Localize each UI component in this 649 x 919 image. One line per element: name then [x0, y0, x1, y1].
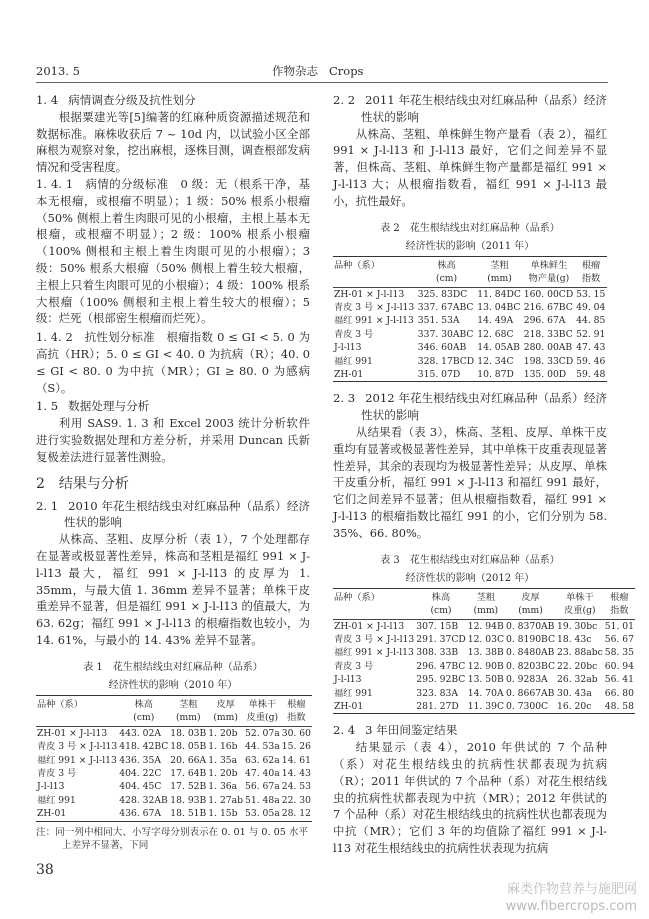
table-1-block: [36, 659, 310, 853]
table-cell: 296. 67A: [523, 315, 566, 327]
table-cell: 22. 30: [281, 794, 311, 806]
table-row: [333, 700, 635, 714]
table-cell: 18. 05B: [170, 741, 207, 753]
table-cell: 59. 46: [576, 355, 606, 367]
table-cell: 1. 20b: [208, 767, 238, 779]
table-row: [333, 619, 635, 633]
table-cell: 307. 15B: [416, 620, 459, 632]
table-cell: 20. 66A: [170, 754, 207, 766]
table-cell: 44. 53a: [245, 741, 280, 753]
table-caption: 经济性状的影响（2012 年）: [405, 572, 535, 584]
table-cell: 66. 80: [604, 687, 634, 699]
table-cell: 0. 8480AB: [505, 647, 555, 659]
page-number: 38: [36, 861, 54, 878]
table-cell: 14. 49A: [477, 315, 514, 327]
journal-name-en: Crops: [328, 64, 364, 78]
table-cell: 291. 37CD: [416, 634, 466, 645]
table-cell: 12. 94B: [467, 620, 504, 632]
table-cell: ZH-01: [37, 808, 67, 820]
header-rule: [36, 82, 608, 83]
table-cell: 48. 58: [604, 701, 634, 713]
table-cell: 216. 67BC: [523, 301, 573, 313]
issue-label: 2013. 5: [36, 64, 80, 78]
table-cell: 14. 43: [281, 767, 311, 779]
table-cell: 12. 34C: [477, 355, 514, 367]
table-row: [333, 301, 607, 314]
table-cell: 14. 70A: [467, 687, 504, 699]
table-cell: 280. 00AB: [523, 342, 573, 354]
table-cell: 12. 03C: [467, 634, 504, 645]
table-cell: 18. 03B: [170, 727, 207, 739]
table-cell: 135. 00D: [523, 369, 567, 381]
table-caption: 表 3 花生根结线虫对红麻品种（品系）: [380, 554, 560, 566]
paragraph-1-5: 利用 SAS9. 1. 3 和 Excel 2003 统计分析软件进行实验数据处理和方差分析，并采用 Duncan 氏新复极差法进行显著性测验。: [36, 416, 310, 464]
heading-1-4: 1. 4 病情调查分级及抗性划分: [36, 93, 196, 107]
table-row: [333, 633, 635, 646]
column-header: 根瘤 指数: [281, 695, 312, 726]
table-cell: J-l-l13: [334, 342, 362, 354]
watermark: [333, 881, 637, 915]
column-header: 品种（系）: [333, 256, 417, 287]
table-cell: 17. 64B: [170, 767, 207, 779]
table-cell: 17. 52B: [170, 781, 207, 793]
table-cell: 18. 93B: [170, 794, 207, 806]
paragraph-1-4-2: 1. 4. 2 抗性划分标准 根瘤指数 0 ≤ GI < 5. 0 为高抗（HR）；5. 0 ≤ GI < 40. 0 为抗病（R）；40. 0 ≤ GI < 80. 0 为中抗（MR）；GI ≥ 80. 0 为感病（S）。: [36, 330, 310, 395]
table-cell: 53. 15: [576, 288, 606, 300]
table-cell: 22. 20bc: [557, 660, 598, 672]
table-row: [36, 740, 312, 753]
table-cell: 18. 51B: [170, 808, 207, 820]
watermark-line: www.fibercrops.com: [505, 898, 637, 914]
heading-2-1: 2. 1 2010 年花生根结线虫对红麻品种（品系）经济性状的影响: [36, 498, 311, 530]
table-cell: 福红 991: [334, 687, 373, 699]
table-cell: 58. 35: [604, 647, 634, 659]
table-cell: 47. 43: [576, 342, 606, 354]
table-cell: 23. 88abc: [557, 647, 603, 659]
table-row: [333, 368, 607, 382]
table-cell: 15. 26: [281, 741, 311, 753]
table-row: [36, 807, 312, 821]
table-cell: 13. 38B: [467, 647, 504, 659]
table-cell: 14. 61: [281, 754, 311, 766]
table-cell: 1. 16b: [208, 741, 238, 753]
table-cell: 青皮 3 号 × J-l-l13: [37, 741, 118, 753]
table-row: [333, 660, 635, 673]
table-cell: 308. 33B: [416, 647, 459, 659]
table-cell: 0. 9283A: [505, 674, 548, 686]
heading-2-2: 2. 2 2011 年花生根结线虫对红麻品种（品系）经济性状的影响: [333, 93, 608, 124]
table-cell: 337. 30ABC: [417, 328, 474, 340]
left-column: [36, 92, 310, 879]
table-cell: ZH-01 × J-l-l13: [334, 288, 405, 300]
table-cell: 63. 62a: [245, 754, 280, 766]
table-2: [333, 256, 607, 383]
watermark-line: 麻类作物营养与施肥网: [506, 881, 637, 897]
table-cell: 青皮 3 号: [334, 660, 374, 672]
column-header: 皮厚 (mm): [207, 695, 244, 726]
table-cell: 30. 43a: [557, 687, 592, 699]
table-cell: 47. 40a: [245, 767, 280, 779]
column-header: 品种（系）: [36, 695, 118, 726]
table-cell: 福红 991 × J-l-l13: [37, 754, 117, 766]
paragraph-2-4: 结果显示（表 4），2010 年供试的 7 个品种（系）对花生根结线虫的抗病性状都表现为抗病（R）；2011 年供试的 7 个品种（系）对花生根结线虫的抗病性状都表现为中抗（MR）；2012 年供试的 7 个品种（系）对花生根结线虫的抗病性状也都表现为中抗（MR）；它们 3 年的均值除了福红 991 × J-l-l13 对花生根结线虫的抗病性状表现为抗病: [333, 740, 607, 856]
table-cell: 52. 07a: [245, 727, 280, 739]
table-cell: 12. 90B: [467, 660, 504, 672]
column-header: 茎粗 (mm): [476, 256, 522, 287]
table-cell: 52. 91: [576, 328, 606, 340]
column-header: 株高 (cm): [417, 256, 476, 287]
table-cell: 436. 67A: [119, 808, 161, 820]
column-header: 茎粗 (mm): [467, 588, 505, 619]
table-cell: 0. 7300C: [505, 701, 549, 713]
table-cell: 44. 85: [576, 315, 606, 327]
column-header: 根瘤 指数: [575, 256, 607, 287]
table-cell: 60. 94: [604, 660, 634, 672]
column-header: 株高 (cm): [415, 588, 466, 619]
table-cell: 59. 48: [576, 369, 606, 381]
table-cell: 428. 32AB: [119, 794, 168, 806]
paragraph-1-4: 根据粟建光等[5]编著的红麻种质资源描述规范和数据标准。麻株收获后 7 ~ 10d 内，以试验小区全部麻根为观察对象，挖出麻根，逐株目测，调查根部发病情况和受害程度。: [36, 109, 310, 175]
heading-2-4: 2. 4 3 年田间鉴定结果: [333, 723, 458, 738]
paragraph-2-3: 从结果看（表 3），株高、茎粗、皮厚、单株干皮重均有显著或极显著性差异，其中单株干皮重表现显著性差异，其余的表现均为极显著性差异；从皮厚、单株干皮重分析，福红 991 × J-l-l13 和福红 991 最好，它们之间差异不显著；但从根瘤指数看，福红 991 × J-l-l13 的根瘤指数比福红 991 的小，它们分别为 58. 35%、66. 80%。: [333, 425, 607, 540]
table-cell: 56. 67: [604, 634, 634, 645]
table-cell: 404. 22C: [119, 767, 162, 779]
table-row: [36, 780, 312, 793]
column-header: 皮厚 (mm): [505, 588, 556, 619]
table-cell: J-l-l13: [334, 674, 362, 686]
table-cell: ZH-01 × J-l-l13: [334, 620, 405, 632]
table-cell: 436. 35A: [119, 754, 161, 766]
right-column: [333, 92, 637, 915]
table-cell: 青皮 3 号: [37, 767, 77, 779]
table-row: [333, 341, 607, 354]
column-header: 根瘤 指数: [604, 588, 635, 619]
table-cell: 337. 67ABC: [417, 301, 474, 313]
table-row: [333, 355, 607, 368]
table-row: [36, 754, 312, 767]
table-cell: 19. 30bc: [557, 620, 598, 632]
table-row: [333, 673, 635, 686]
table-row: [36, 767, 312, 780]
table-cell: 13. 50B: [467, 674, 504, 686]
table-cell: 11. 84DC: [477, 288, 521, 300]
table-row: [333, 646, 635, 659]
paragraph-1-4-1: 1. 4. 1 病情的分级标准 0 级：无（根系干净，基本无根瘤，或根瘤不明显）；1 级：50% 根系小根瘤（50% 侧根上着生肉眼可见的小根瘤，主根上基本无根瘤，或根瘤不明显）；2 级：100% 根系小根瘤（100% 侧根和主根上着生肉眼可见的小根瘤）；3 级：50% 根系大根瘤（50% 侧根上着生较大根瘤，主根上只着生肉眼可见的小根瘤）；4 级：100% 根系大根瘤（100% 侧根和主根上着生较大的根瘤）；5 级：烂死（根部密生根瘤而烂死）。: [36, 176, 310, 326]
table-cell: 0. 8203BC: [505, 660, 556, 672]
column-header: 茎粗 (mm): [169, 695, 207, 726]
table-caption: 表 2 花生根结线虫对红麻品种（品系）: [380, 222, 560, 234]
table-3-block: [333, 552, 634, 715]
table-cell: 24. 53: [281, 781, 311, 793]
table-cell: 218. 33BC: [523, 328, 573, 340]
table-cell: 56. 67a: [245, 781, 280, 793]
table-cell: 1. 15b: [208, 808, 238, 820]
table-cell: 1. 20b: [208, 727, 238, 739]
table-cell: 12. 68C: [477, 328, 514, 340]
table-row: [333, 328, 607, 341]
table-cell: 53. 05a: [245, 808, 280, 820]
table-cell: 198. 33CD: [523, 355, 574, 367]
table-cell: 443. 02A: [119, 727, 161, 739]
table-cell: 56. 41: [604, 674, 634, 686]
table-cell: ZH-01: [334, 369, 364, 381]
table-cell: 0. 8190BC: [505, 634, 556, 645]
table-cell: 1. 35a: [208, 754, 238, 766]
table-cell: 福红 991 × J-l-l13: [334, 647, 414, 659]
table-cell: 福红 991: [334, 355, 373, 367]
table-header-row: [333, 256, 607, 287]
table-cell: 296. 47BC: [416, 660, 466, 672]
table-cell: 1. 36a: [208, 781, 238, 793]
table-2-block: [333, 220, 607, 383]
table-cell: 18. 43c: [557, 634, 592, 645]
table-caption: 经济性状的影响（2010 年）: [108, 679, 238, 691]
heading-2: 2 结果与分析: [36, 475, 129, 492]
table-cell: 1. 27ab: [208, 794, 244, 806]
table-cell: 160. 00CD: [523, 288, 574, 300]
table-cell: 青皮 3 号 × J-l-l13: [334, 634, 415, 645]
column-header: 单株干 皮重(g): [244, 695, 281, 726]
table-cell: 418. 42BC: [119, 741, 169, 753]
table-cell: 295. 92BC: [416, 674, 466, 686]
table-cell: 328. 17BCD: [417, 355, 475, 367]
table-cell: 351. 53A: [417, 315, 460, 327]
table-row: [333, 287, 607, 301]
column-header: 品种（系）: [333, 588, 415, 619]
table-cell: 13. 04BC: [477, 301, 521, 313]
table-cell: 281. 27D: [416, 701, 459, 713]
table-1: [36, 695, 312, 822]
heading-1-5: 1. 5 数据处理与分析: [36, 399, 150, 414]
table-row: [36, 726, 312, 740]
table-cell: ZH-01: [334, 701, 364, 713]
table-cell: 福红 991: [37, 794, 76, 806]
table-cell: 30. 60: [281, 727, 311, 739]
heading-2-3: 2. 3 2012 年花生根结线虫对红麻品种（品系）经济性状的影响: [333, 391, 608, 423]
table-caption: 表 1 花生根结线虫对红麻品种（品系）: [83, 661, 263, 673]
journal-title: [272, 64, 363, 78]
column-header: 单株干 皮重(g): [556, 588, 604, 619]
table-cell: 青皮 3 号 × J-l-l13: [334, 301, 415, 313]
table-cell: 51. 48a: [245, 794, 280, 806]
table-cell: 323. 83A: [416, 687, 458, 699]
table-cell: 0. 8370AB: [505, 620, 555, 632]
table-cell: 325. 83DC: [417, 288, 468, 300]
table-cell: 404. 45C: [119, 781, 162, 793]
table-cell: 49. 04: [576, 301, 606, 313]
table-cell: 16. 20c: [557, 701, 592, 713]
table-cell: 11. 39C: [467, 701, 504, 713]
journal-name: 作物杂志: [272, 64, 318, 78]
table-cell: 346. 60AB: [417, 342, 467, 354]
table-row: [36, 794, 312, 807]
table-cell: 福红 991 × J-l-l13: [334, 315, 414, 327]
table-cell: 0. 8667AB: [505, 687, 555, 699]
column-header: 株高 (cm): [118, 695, 169, 726]
table-cell: 51. 01: [604, 620, 634, 632]
table-cell: 28. 12: [281, 808, 311, 820]
table-row: [333, 314, 607, 327]
table-row: [333, 687, 635, 700]
column-header: 单株鲜生 物产量(g): [523, 256, 575, 287]
table-cell: ZH-01 × J-l-l13: [37, 727, 108, 739]
table-cell: J-l-l13: [37, 781, 65, 793]
table-cell: 14. 05AB: [477, 342, 520, 354]
table-cell: 青皮 3 号: [334, 328, 374, 340]
table-cell: 26. 32ab: [557, 674, 598, 686]
table-header-row: [36, 695, 312, 726]
paragraph-2-2: 从株高、茎粗、单株鲜生物产量看（表 2），福红 991 × J-l-l13 和 J-l-l13 最好，它们之间差异不显著，但株高、茎粗、单株鲜生物产量都是福红 991 × J-l-l13 大；从根瘤指数看，福红 991 × J-l-l13 最小，抗性最好。: [333, 126, 607, 208]
table-cell: 10. 87D: [477, 369, 514, 381]
table-caption: 经济性状的影响（2011 年）: [405, 240, 535, 252]
table-cell: 315. 07D: [417, 369, 461, 381]
table-3: [333, 588, 635, 715]
table-header-row: [333, 588, 635, 619]
paragraph-2-1: 从株高、茎粗、皮厚分析（表 1），7 个处理都存在显著或极显著性差异，株高和茎粗是福红 991 × J-l-l13 最大，福红 991 × J-l-l13 的皮厚为 1. 35mm，与最大值 1. 36mm 差异不显著；单株干皮重差异不显著，但是福红 991 × J-l-l13 的值最大，为 63. 62g；福红 991 × J-l-l13 的根瘤指数也较小，为 14. 61%，与最小的 14. 43% 差异不显著。: [36, 532, 310, 647]
table-note: 注：同一列中相同大、小写字母分别表示在 0. 01 与 0. 05 水平上差异不显著，下同: [36, 826, 309, 852]
